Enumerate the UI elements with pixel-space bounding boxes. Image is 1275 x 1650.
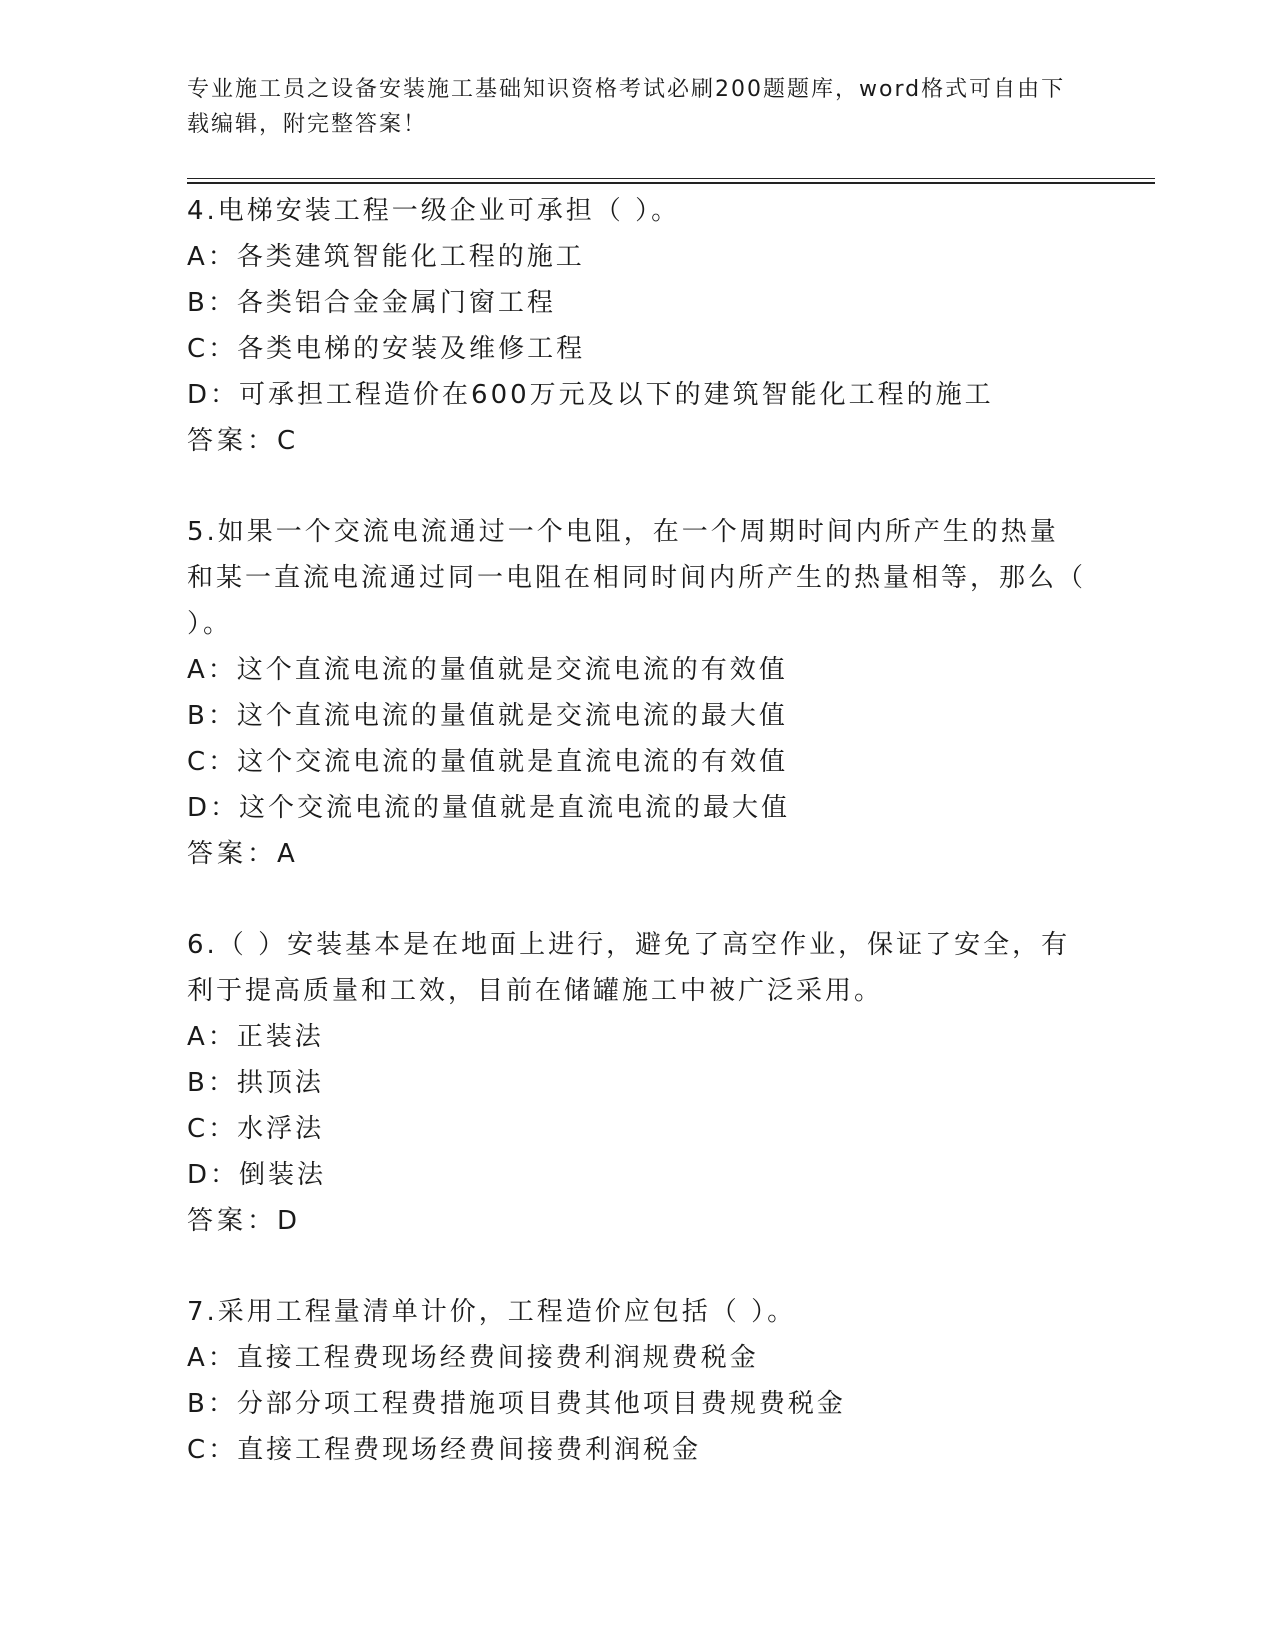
header-divider-thick xyxy=(187,182,1155,184)
option-a: A：直接工程费现场经费间接费利润规费税金 xyxy=(187,1343,759,1373)
option-a: A：正装法 xyxy=(187,1022,324,1052)
question-list xyxy=(187,188,1087,1518)
option-c: C：水浮法 xyxy=(187,1114,325,1144)
question-4 xyxy=(187,188,1087,464)
question-7 xyxy=(187,1289,1087,1473)
option-c: C：各类电梯的安装及维修工程 xyxy=(187,334,586,364)
answer-line xyxy=(187,418,1087,464)
answer-label: 答案： xyxy=(187,426,278,456)
answer-line xyxy=(187,1198,1087,1244)
answer-value: D xyxy=(277,1206,300,1236)
option-c: C：直接工程费现场经费间接费利润税金 xyxy=(187,1435,702,1465)
option-b: B：这个直流电流的量值就是交流电流的最大值 xyxy=(187,701,788,731)
question-stem: 5.如果一个交流电流通过一个电阻，在一个周期时间内所产生的热量和某一直流电流通过同一电阻在相同时间内所产生的热量相等，那么（ ）。 xyxy=(187,517,1087,639)
option-b: B：各类铝合金金属门窗工程 xyxy=(187,288,556,318)
question-6 xyxy=(187,922,1087,1244)
option-a: A：各类建筑智能化工程的施工 xyxy=(187,242,585,272)
option-d: D：可承担工程造价在600万元及以下的建筑智能化工程的施工 xyxy=(187,380,994,410)
option-b: B：拱顶法 xyxy=(187,1068,324,1098)
header-divider-thin xyxy=(187,178,1155,179)
answer-value: C xyxy=(277,426,298,456)
option-d: D：这个交流电流的量值就是直流电流的最大值 xyxy=(187,793,791,823)
answer-label: 答案： xyxy=(187,1206,278,1236)
question-stem: 4.电梯安装工程一级企业可承担（ ）。 xyxy=(187,196,681,226)
answer-line xyxy=(187,831,1087,877)
document-header: 专业施工员之设备安装施工基础知识资格考试必刷200题题库，word格式可自由下载编辑，附完整答案！ xyxy=(187,77,1066,137)
question-stem: 6.（ ）安装基本是在地面上进行，避免了高空作业，保证了安全，有利于提高质量和工效，目前在储罐施工中被广泛采用。 xyxy=(187,930,1071,1006)
answer-value: A xyxy=(277,839,297,869)
question-stem: 7.采用工程量清单计价，工程造价应包括（ ）。 xyxy=(187,1297,797,1327)
option-b: B：分部分项工程费措施项目费其他项目费规费税金 xyxy=(187,1389,846,1419)
question-5 xyxy=(187,509,1087,877)
option-d: D：倒装法 xyxy=(187,1160,327,1190)
answer-label: 答案： xyxy=(187,839,278,869)
option-a: A：这个直流电流的量值就是交流电流的有效值 xyxy=(187,655,788,685)
option-c: C：这个交流电流的量值就是直流电流的有效值 xyxy=(187,747,789,777)
